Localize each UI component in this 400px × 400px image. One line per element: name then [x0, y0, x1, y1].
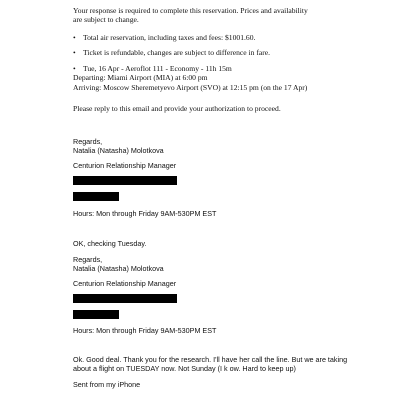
- redaction-bar: [73, 310, 119, 319]
- signature-title: Centurion Relationship Manager: [73, 279, 177, 288]
- final-message: [73, 355, 347, 373]
- arriving-line: Arriving: Moscow Sheremetyevo Airport (SVO) at 12:15 pm (on the 17 Apr): [73, 82, 308, 92]
- flight-bullet: [73, 64, 307, 92]
- signature-block-2: [73, 255, 164, 273]
- ticket-text: Ticket is refundable, changes are subject to difference in fare.: [83, 48, 271, 57]
- sent-from-signature: Sent from my iPhone: [73, 380, 141, 389]
- intro-line-1: Your response is required to complete this reservation. Prices and availability: [73, 6, 308, 15]
- reply-ok-message: OK, checking Tuesday.: [73, 239, 147, 248]
- reply-request: Please reply to this email and provide your authorization to proceed.: [73, 104, 281, 113]
- final-message-line-1: Ok. Good deal. Thank you for the research. I'll have her call the line. But we are taking: [73, 355, 348, 364]
- signature-name: Natalia (Natasha) Molotkova: [73, 146, 164, 155]
- fare-text: Total air reservation, including taxes and fees: $1001.60.: [83, 33, 256, 42]
- signature-name: Natalia (Natasha) Molotkova: [73, 264, 164, 273]
- bullet-icon: •: [73, 48, 76, 57]
- signature-regards: Regards,: [73, 255, 103, 264]
- departing-line: Departing: Miami Airport (MIA) at 6:00 pm: [73, 73, 208, 83]
- ticket-bullet: [73, 48, 270, 57]
- redaction-bar: [73, 294, 177, 303]
- bullet-icon: •: [73, 64, 76, 73]
- signature-block-1: [73, 137, 164, 155]
- final-message-line-2: about a flight on TUESDAY now. Not Sunday (I k ow. Hard to keep up): [73, 364, 296, 373]
- intro-paragraph: [73, 6, 308, 25]
- signature-regards: Regards,: [73, 137, 103, 146]
- signature-hours: Hours: Mon through Friday 9AM-530PM EST: [73, 209, 217, 218]
- signature-title: Centurion Relationship Manager: [73, 161, 177, 170]
- bullet-icon: •: [73, 33, 76, 42]
- flight-summary: Tue, 16 Apr - Aeroflot 111 - Economy - 11h 15m: [83, 64, 232, 73]
- intro-line-2: are subject to change.: [73, 15, 139, 25]
- redaction-bar: [73, 176, 177, 185]
- fare-bullet: [73, 33, 255, 42]
- signature-hours: Hours: Mon through Friday 9AM-530PM EST: [73, 326, 217, 335]
- redaction-bar: [73, 192, 119, 201]
